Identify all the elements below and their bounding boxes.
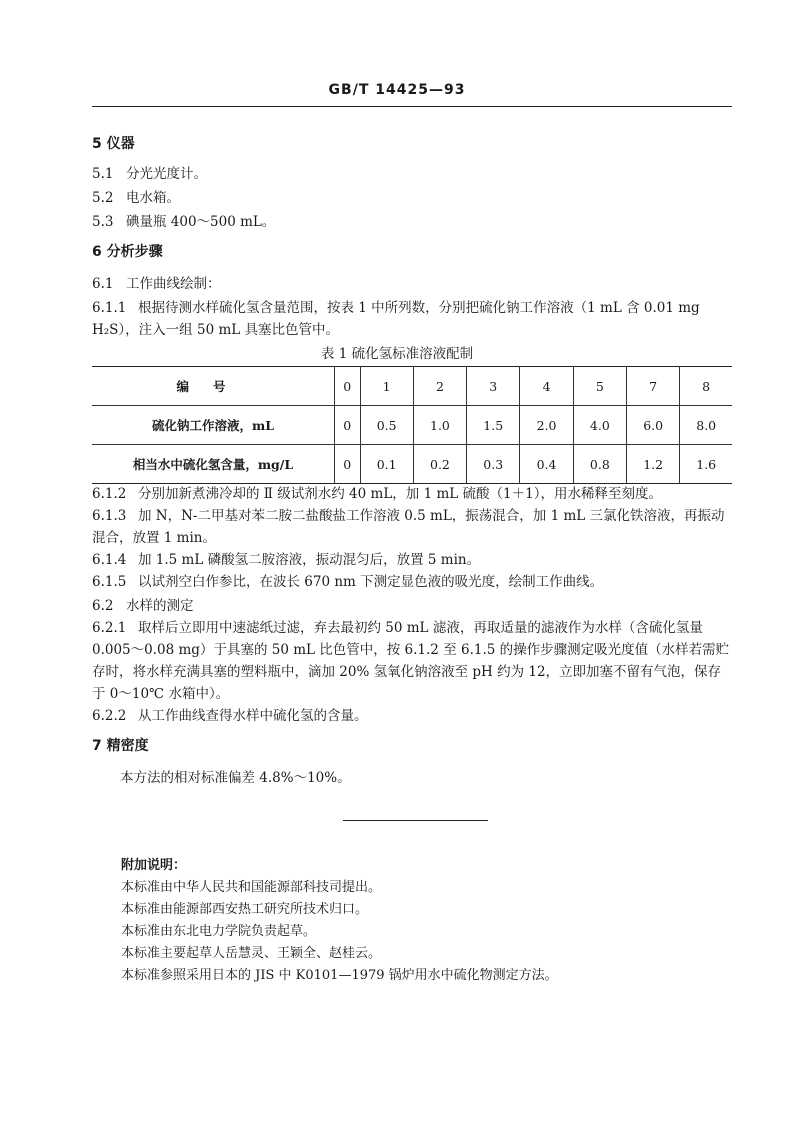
item-text: 电水箱。 [126, 190, 180, 206]
notes-title: 附加说明： [121, 858, 187, 873]
table-cell: 0.2 [413, 445, 466, 484]
item-number: 6.2 [92, 598, 114, 614]
item-number: 6.1.3 [92, 508, 127, 524]
item-text: 工作曲线绘制： [126, 276, 221, 292]
table-header-cell: 5 [573, 367, 626, 406]
table-cell: 0.3 [467, 445, 520, 484]
item-text: 碘量瓶 400～500 mL。 [126, 214, 276, 230]
item-number: 6.1.5 [92, 574, 127, 590]
note-line: 本标准由中华人民共和国能源部科技司提出。 [121, 880, 382, 895]
section-5-heading: 5 仪器 [92, 136, 135, 152]
table-header-cell: 3 [467, 367, 520, 406]
table-caption: 表 1 硫化氢标准溶液配制 [320, 346, 474, 362]
table-header-row [92, 367, 732, 406]
table-cell: 1.0 [413, 406, 466, 445]
row-label: 相当水中硫化氢含量，mg/L [132, 457, 294, 472]
item-5-1 [92, 164, 732, 184]
table-cell: 0.5 [360, 406, 413, 445]
item-6-2-1-cont: 于 0～10℃ 水箱中）。 [92, 686, 230, 702]
item-number: 6.2.1 [92, 620, 127, 636]
item-6-1-1 [92, 298, 732, 318]
item-text: 取样后立即用中速滤纸过滤，弃去最初约 50 mL 滤液，再取适量的滤液作为水样（含硫化氢量 [138, 620, 703, 636]
note-line: 本标准由东北电力学院负责起草。 [121, 924, 317, 939]
item-6-2-1-cont: 存时，将水样充满具塞的塑料瓶中，滴加 20% 氢氧化钠溶液至 pH 约为 12，立即加塞不留有气泡，保存 [92, 664, 722, 680]
item-text: 从工作曲线查得水样中硫化氢的含量。 [138, 708, 368, 724]
table-cell: 6.0 [626, 406, 679, 445]
item-6-1-3-cont: 混合，放置 1 min。 [92, 530, 216, 546]
table-cell: 0 [335, 406, 361, 445]
item-5-2 [92, 188, 732, 208]
item-number: 6.1.1 [92, 300, 127, 316]
standard-code: GB/T 14425—93 [328, 82, 466, 98]
table-cell: 4.0 [573, 406, 626, 445]
standard-solution-table [92, 366, 732, 484]
table-cell: 0.1 [360, 445, 413, 484]
item-text: 水样的测定 [126, 598, 194, 614]
item-6-1-2 [92, 484, 732, 504]
item-6-1-5 [92, 572, 732, 592]
item-6-1 [92, 274, 732, 294]
table-header-cell: 8 [680, 367, 732, 406]
table-row [92, 445, 732, 484]
item-text: 分光光度计。 [126, 166, 207, 182]
row-label: 硫化钠工作溶液，mL [92, 406, 335, 445]
table-cell: 1.2 [626, 445, 679, 484]
table-header-cell: 0 [335, 367, 361, 406]
note-line: 本标准参照采用日本的 JIS 中 K0101—1979 锅炉用水中硫化物测定方法。 [121, 968, 558, 983]
item-6-2 [92, 596, 732, 616]
table-header-cell: 7 [626, 367, 679, 406]
table-cell: 1.6 [680, 445, 732, 484]
precision-text: 本方法的相对标准偏差 4.8%～10%。 [120, 770, 351, 786]
table-row [92, 406, 732, 445]
table-cell: 8.0 [680, 406, 732, 445]
item-text: 根据待测水样硫化氢含量范围，按表 1 中所列数，分别把硫化钠工作溶液（1 mL 含 0.01 mg [138, 300, 700, 316]
item-number: 6.1.4 [92, 552, 127, 568]
section-6-heading: 6 分析步骤 [92, 244, 163, 260]
section-7-heading: 7 精密度 [92, 738, 149, 754]
item-6-2-1 [92, 618, 732, 638]
item-number: 5.3 [92, 214, 114, 230]
note-line: 本标准主要起草人岳慧灵、王颖全、赵桂云。 [121, 946, 382, 961]
header-rule [92, 106, 732, 107]
item-number: 5.2 [92, 190, 114, 206]
table-cell: 0.4 [520, 445, 573, 484]
item-5-3 [92, 212, 732, 232]
note-line: 本标准由能源部西安热工研究所技术归口。 [121, 902, 369, 917]
item-text: 以试剂空白作参比，在波长 670 nm 下测定显色液的吸光度，绘制工作曲线。 [138, 574, 604, 590]
item-number: 6.1 [92, 276, 114, 292]
table-cell: 1.5 [467, 406, 520, 445]
item-text: 加 N，N-二甲基对苯二胺二盐酸盐工作溶液 0.5 mL，振荡混合，加 1 mL 三氯化铁溶液，再振动 [138, 508, 725, 524]
item-6-2-1-cont: 0.005～0.08 mg）于具塞的 50 mL 比色管中，按 6.1.2 至 6.1.5 的操作步骤测定吸光度值（水样若需贮 [92, 642, 730, 658]
item-6-1-3 [92, 506, 732, 526]
item-text: 加 1.5 mL 磷酸氢二胺溶液，振动混匀后，放置 5 min。 [138, 552, 481, 568]
item-6-1-1-cont: H₂S），注入一组 50 mL 具塞比色管中。 [92, 322, 340, 338]
item-number: 6.1.2 [92, 486, 127, 502]
item-number: 5.1 [92, 166, 114, 182]
item-6-1-4 [92, 550, 732, 570]
table-cell: 0 [335, 445, 361, 484]
section-divider [343, 820, 488, 821]
item-6-2-2 [92, 706, 732, 726]
table-header-label: 编号 [92, 367, 335, 406]
table-header-cell: 1 [360, 367, 413, 406]
table-cell: 0.8 [573, 445, 626, 484]
table-header-cell: 4 [520, 367, 573, 406]
item-number: 6.2.2 [92, 708, 127, 724]
table-cell: 2.0 [520, 406, 573, 445]
table-header-cell: 2 [413, 367, 466, 406]
item-text: 分别加新煮沸冷却的 Ⅱ 级试剂水约 40 mL，加 1 mL 硫酸（1＋1），用水稀释至刻度。 [138, 486, 662, 502]
